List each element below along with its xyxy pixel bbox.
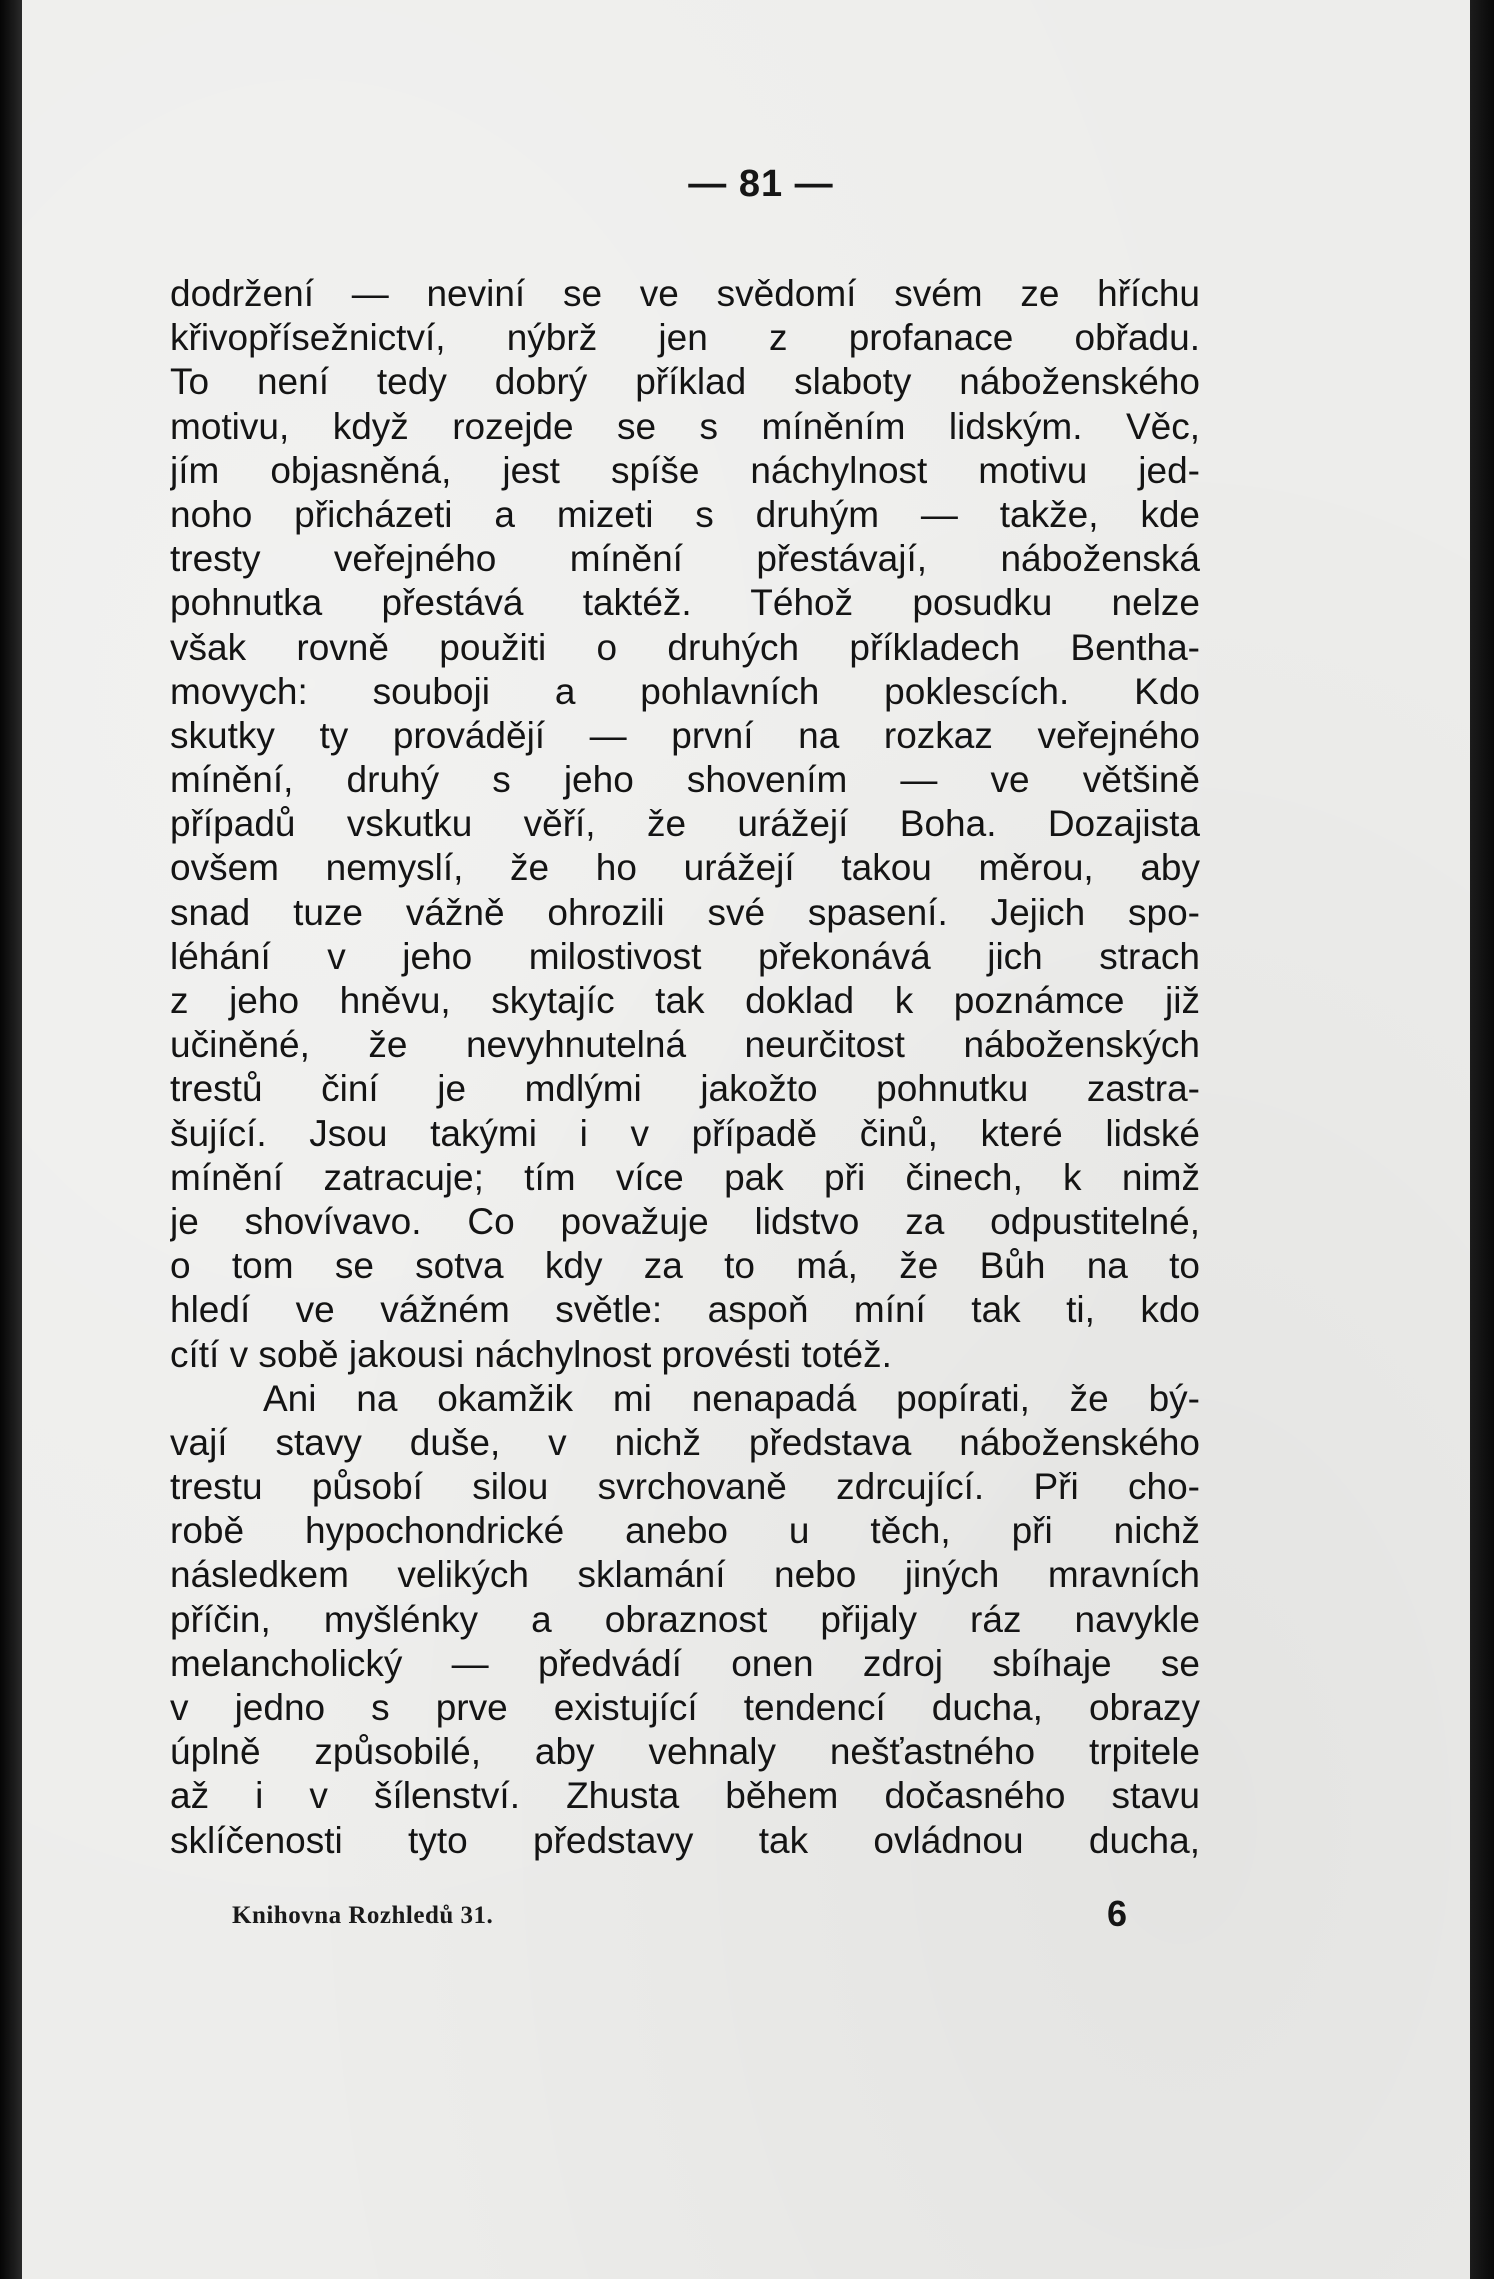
text-line: vají stavy duše, v nichž představa náboženského [170,1421,1200,1463]
text-line: tresty veřejného mínění přestávají, náboženská [170,538,1200,580]
text-line: léhání v jeho milostivost překonává jich strach [170,935,1200,977]
text-line: movych: souboji a pohlavních poklescích. Kdo [170,670,1200,712]
text-line: případů vskutku věří, že urážejí Boha. Dozajista [170,803,1200,845]
text-line: hledí ve vážném světle: aspoň míní tak ti, kdo [170,1289,1200,1331]
paragraph-end-line: cítí v sobě jakousi náchylnost provésti totéž. [170,1333,892,1375]
text-line: robě hypochondrické anebo u těch, při nichž [170,1510,1200,1552]
text-line: mínění zatracuje; tím více pak při činech, k nimž [170,1156,1200,1198]
text-line: trestů činí je mdlými jakožto pohnutku zastra- [170,1068,1200,1110]
text-line: dodržení — neviní se ve svědomí svém ze hříchu [170,273,1200,314]
text-line: pohnutka přestává taktéž. Téhož posudku nelze [170,582,1200,624]
page-number: — 81 — [688,163,834,205]
text-line: příčin, myšlénky a obraznost přijaly ráz navykle [170,1598,1200,1640]
text-line: křivopřísežnictví, nýbrž jen z profanace obřadu. [170,317,1200,359]
text-line: následkem velikých sklamání nebo jiných mravních [170,1554,1200,1596]
text-line: až i v šílenství. Zhusta během dočasného stavu [170,1775,1200,1817]
text-line: ovšem nemyslí, že ho urážejí takou měrou, aby [170,847,1200,889]
text-line: trestu působí silou svrchovaně zdrcující. Při cho- [170,1466,1200,1508]
text-line: úplně způsobilé, aby vehnaly nešťastného trpitele [170,1731,1200,1773]
text-line: v jedno s prve existující tendencí ducha, obrazy [170,1687,1200,1728]
body-text [170,272,1200,1863]
text-line: melancholický — předvádí onen zdroj sbíhaje se [170,1642,1200,1684]
text-line: motivu, když rozejde se s míněním lidským. Věc, [170,405,1200,447]
text-line: však rovně použiti o druhých příkladech Bentha- [170,626,1200,668]
text-line: jím objasněná, jest spíše náchylnost motivu jed- [170,449,1200,491]
page-edge-shadow [1470,0,1494,2279]
text-line: sklíčenosti tyto představy tak ovládnou ducha, [170,1819,1200,1861]
text-line: To není tedy dobrý příklad slaboty náboženského [170,361,1200,403]
text-line: mínění, druhý s jeho shovením — ve většině [170,759,1200,801]
binding-edge [0,0,22,2279]
footer-signature: Knihovna Rozhledů 31. [232,1902,494,1929]
paragraph-start-line: Ani na okamžik mi nenapadá popírati, že bý- [263,1377,1200,1419]
footer-sheet-number: 6 [1107,1893,1128,1934]
text-line: noho přicházeti a mizeti s druhým — takže, kde [170,493,1200,535]
book-page [22,0,1470,2279]
text-line: skutky ty provádějí — první na rozkaz veřejného [170,714,1200,756]
text-line: o tom se sotva kdy za to má, že Bůh na to [170,1245,1200,1287]
text-line: učiněné, že nevyhnutelná neurčitost náboženských [170,1024,1200,1066]
text-line: šující. Jsou takými i v případě činů, které lidské [170,1112,1200,1154]
text-line: je shovívavo. Co považuje lidstvo za odpustitelné, [170,1200,1200,1242]
text-line: z jeho hněvu, skytajíc tak doklad k poznámce již [170,980,1200,1021]
text-line: snad tuze vážně ohrozili své spasení. Jejich spo- [170,891,1200,933]
